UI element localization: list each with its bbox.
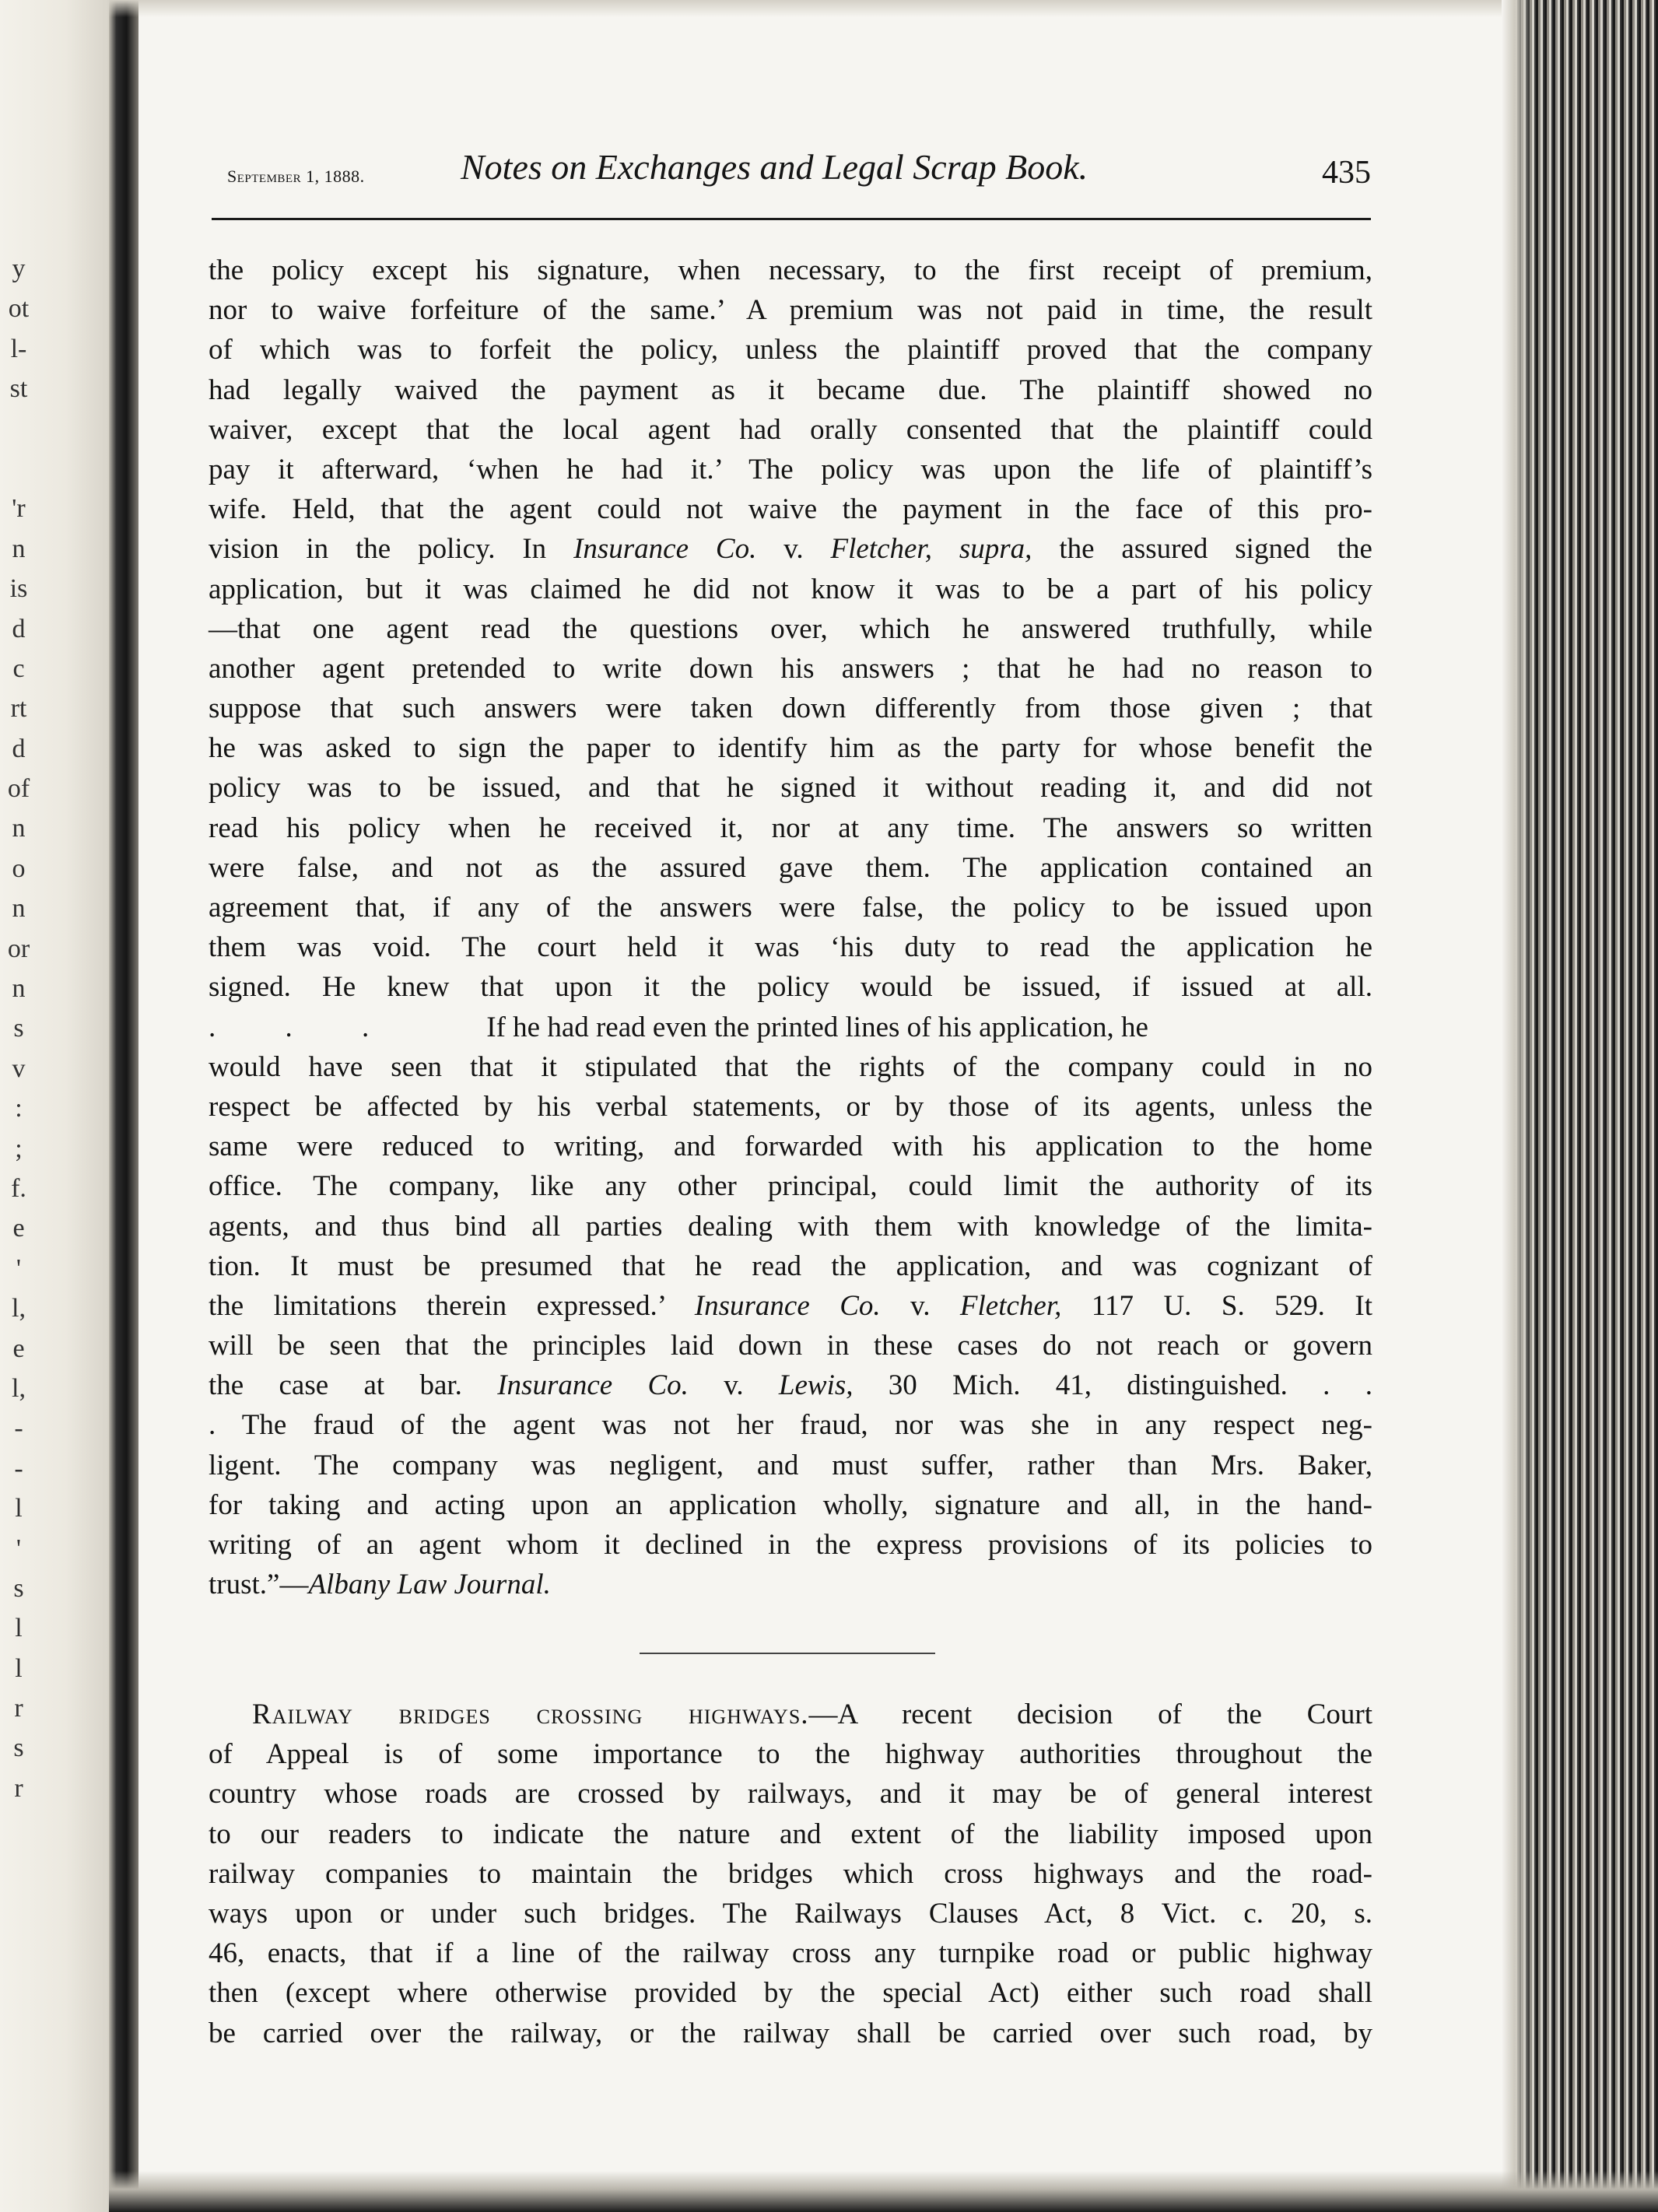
top-edge-shadow: [109, 0, 1658, 17]
text-line: [209, 1047, 1372, 1087]
text-line: [209, 1734, 1372, 1774]
text-line: [209, 1973, 1372, 2013]
line-text: tion. It must be presumed that he read the application, and was cognizant of: [209, 1250, 1372, 1282]
ellipsis-dots: . . .: [209, 1011, 401, 1043]
header-date: September 1, 1888.: [227, 167, 365, 186]
line-text: waiver, except that the local agent had orally consented that the plaintiff could: [209, 413, 1372, 446]
case-name: Albany Law Journal.: [308, 1569, 551, 1601]
margin-fragment: v: [12, 1053, 26, 1083]
text-line: [209, 370, 1372, 410]
article-railway-bridges: [209, 1695, 1372, 2053]
line-text: the case at bar.: [209, 1369, 498, 1402]
text-line: [209, 529, 1372, 569]
line-text: were false, and not as the assured gave them. The application contained an: [209, 851, 1372, 884]
text-line: [209, 1326, 1372, 1365]
text-line: [209, 2014, 1372, 2053]
margin-fragment: e: [12, 1214, 25, 1243]
margin-fragment: d: [12, 614, 26, 643]
text-line: [209, 1854, 1372, 1894]
text-line: [209, 410, 1372, 450]
margin-fragment: r: [14, 1773, 23, 1803]
line-text: country whose roads are crossed by railways, and it may be of general interest: [209, 1778, 1372, 1811]
text-line: [209, 1446, 1372, 1485]
bottom-edge-shadow: [109, 2171, 1658, 2212]
line-text: will be seen that the principles laid down in these cases do not reach or govern: [209, 1330, 1372, 1362]
margin-fragment: n: [12, 894, 26, 924]
text-line: [209, 1127, 1372, 1166]
case-name: Insurance Co.: [694, 1289, 881, 1322]
line-text: wife. Held, that the agent could not waive the payment in the face of this pro-: [209, 493, 1372, 526]
line-text: If he had read even the printed lines of his application, he: [486, 1011, 1148, 1043]
text-line: [209, 649, 1372, 689]
text-line: [209, 1207, 1372, 1246]
text-line: [209, 1565, 1372, 1604]
margin-fragment: l: [15, 1653, 23, 1683]
margin-fragment: [3, 409, 34, 449]
line-text: trust.”—: [209, 1569, 309, 1601]
text-line: [209, 1365, 1372, 1405]
text-line: [209, 251, 1372, 290]
line-text: of Appeal is of some importance to the highway authorities throughout the: [209, 1738, 1372, 1771]
line-text: suppose that such answers were taken down differently from those given ; that: [209, 692, 1372, 725]
facing-page-edge: [0, 0, 109, 2212]
text-line: [209, 1286, 1372, 1326]
line-text: railway companies to maintain the bridges which cross highways and the road-: [209, 1857, 1372, 1890]
text-line: [209, 689, 1372, 728]
margin-fragment: o: [12, 854, 26, 883]
margin-fragment: ot: [8, 294, 30, 324]
margin-fragment: rt: [10, 694, 27, 724]
case-party: Fletcher, supra,: [830, 533, 1032, 566]
margin-fragment: l-: [10, 334, 27, 363]
line-text: signed. He knew that upon it the policy would be issued, if issued at all.: [209, 971, 1372, 1004]
line-text: of which was to forfeit the policy, unless the plaintiff proved that the company: [209, 334, 1372, 366]
margin-fragment: is: [9, 574, 28, 604]
text-line: [209, 1485, 1372, 1525]
running-head: [227, 146, 1371, 201]
margin-fragment: d: [12, 734, 26, 763]
case-versus: v.: [688, 1369, 779, 1402]
case-name: Insurance Co.: [573, 533, 757, 566]
line-text: same were reduced to writing, and forwarded with his application to the home: [209, 1131, 1372, 1163]
case-party: Fletcher,: [959, 1289, 1062, 1322]
line-text: 30 Mich. 41, distinguished. . .: [853, 1369, 1372, 1402]
case-versus: v.: [756, 533, 831, 566]
text-line: [209, 808, 1372, 848]
line-text: agreement that, if any of the answers were false, the policy to be issued upon: [209, 892, 1372, 924]
text-line: [209, 967, 1372, 1007]
margin-fragment: st: [9, 374, 28, 404]
header-rule: [212, 218, 1371, 220]
line-text: he was asked to sign the paper to identify him as the party for whose benefit the: [209, 732, 1372, 765]
case-party: Lewis,: [778, 1369, 854, 1402]
line-text: nor to waive forfeiture of the same.’ A premium was not paid in time, the result: [209, 294, 1372, 327]
text-line: [209, 888, 1372, 927]
margin-fragment: e: [12, 1334, 25, 1363]
margin-fragment: [3, 449, 34, 489]
margin-fragment: -: [14, 1414, 23, 1443]
line-text: pay it afterward, ‘when he had it.’ The policy was upon the life of plaintiff’s: [209, 453, 1372, 486]
margin-fragment: l: [15, 1614, 23, 1643]
line-text: application, but it was claimed he did not know it was to be a part of his policy: [209, 573, 1372, 605]
text-line: [209, 1246, 1372, 1286]
line-text: agents, and thus bind all parties dealing with them with knowledge of the limita-: [209, 1210, 1372, 1243]
line-text: the assured signed the: [1032, 533, 1372, 566]
line-text: another agent pretended to write down his answers ; that he had no reason to: [209, 652, 1372, 685]
margin-fragment: r: [14, 1694, 23, 1723]
article-opening-text: —A recent decision of the Court: [808, 1698, 1372, 1730]
text-line: [209, 1008, 1372, 1047]
line-text: to our readers to indicate the nature and extent of the liability imposed upon: [209, 1818, 1372, 1850]
section-divider: [640, 1653, 935, 1654]
margin-fragment: y: [12, 254, 26, 283]
text-line: [209, 1166, 1372, 1206]
margin-fragment: l,: [12, 1373, 26, 1403]
margin-fragment: of: [7, 774, 30, 804]
text-line: [209, 848, 1372, 888]
line-text: office. The company, like any other principal, could limit the authority of its: [209, 1170, 1372, 1203]
line-text: ligent. The company was negligent, and must suffer, rather than Mrs. Baker,: [209, 1449, 1372, 1481]
case-name: Insurance Co.: [497, 1369, 689, 1402]
margin-fragment: 'r: [12, 494, 26, 524]
article-opening-line: [209, 1695, 1372, 1734]
text-line: [209, 1405, 1372, 1445]
margin-fragment: s: [13, 1014, 24, 1043]
text-line: [209, 330, 1372, 370]
text-line: [209, 489, 1372, 529]
line-text: ways upon or under such bridges. The Railways Clauses Act, 8 Vict. c. 20, s.: [209, 1897, 1372, 1930]
line-text: the policy except his signature, when necessary, to the first receipt of premium,: [209, 254, 1372, 286]
line-text: them was void. The court held it was ‘his duty to read the application he: [209, 931, 1372, 964]
book-gutter: [109, 0, 138, 2212]
line-text: policy was to be issued, and that he signed it without reading it, and did not: [209, 772, 1372, 805]
margin-fragment: or: [7, 934, 30, 963]
text-line: [209, 728, 1372, 768]
text-line: [209, 927, 1372, 967]
line-text: 117 U. S. 529. It: [1061, 1289, 1372, 1322]
article-insurance: [209, 251, 1372, 1604]
line-text: 46, enacts, that if a line of the railway cross any turnpike road or public highway: [209, 1937, 1372, 1970]
text-line: [209, 1933, 1372, 1973]
margin-fragment: l: [15, 1494, 23, 1523]
margin-fragment: ;: [15, 1134, 23, 1163]
text-line: [209, 1894, 1372, 1933]
facing-page-fragments: [3, 249, 34, 1808]
text-line: [209, 290, 1372, 330]
margin-fragment: s: [13, 1573, 24, 1603]
margin-fragment: n: [12, 534, 26, 563]
line-text: for taking and acting upon an application wholly, signature and all, in the hand-: [209, 1488, 1372, 1521]
text-line: [209, 1814, 1372, 1854]
margin-fragment: n: [12, 974, 26, 1004]
text-line: [209, 609, 1372, 649]
margin-fragment: -: [14, 1453, 23, 1483]
text-line: [209, 1774, 1372, 1814]
line-text: writing of an agent whom it declined in the express provisions of its policies to: [209, 1529, 1372, 1561]
line-text: —that one agent read the questions over, which he answered truthfully, while: [209, 612, 1372, 645]
text-line: [209, 1525, 1372, 1565]
line-text: would have seen that it stipulated that the rights of the company could in no: [209, 1050, 1372, 1083]
margin-fragment: n: [12, 814, 26, 843]
text-line: [209, 1087, 1372, 1127]
page-number: 435: [1322, 155, 1371, 191]
margin-fragment: ': [16, 1534, 22, 1563]
line-text: respect be affected by his verbal statements, or by those of its agents, unless the: [209, 1090, 1372, 1123]
case-versus: v.: [880, 1289, 960, 1322]
margin-fragment: ': [16, 1253, 22, 1283]
line-text: be carried over the railway, or the railway shall be carried over such road, by: [209, 2017, 1372, 2049]
line-text: had legally waived the payment as it became due. The plaintiff showed no: [209, 373, 1372, 406]
margin-fragment: f.: [11, 1173, 26, 1203]
text-line: [209, 570, 1372, 609]
page-stack-edge: [1502, 0, 1658, 2212]
margin-fragment: s: [13, 1733, 24, 1763]
line-text: then (except where otherwise provided by the special Act) either such road shall: [209, 1977, 1372, 2010]
margin-fragment: :: [15, 1094, 23, 1124]
text-line: [209, 450, 1372, 489]
margin-fragment: l,: [12, 1294, 26, 1323]
header-title: Notes on Exchanges and Legal Scrap Book.: [461, 147, 1088, 187]
article-heading: Railway bridges crossing highways.: [252, 1698, 809, 1730]
line-text: the limitations therein expressed.’: [209, 1289, 695, 1322]
line-text: vision in the policy. In: [209, 533, 574, 566]
line-text: . The fraud of the agent was not her fraud, nor was she in any respect neg-: [209, 1409, 1372, 1442]
line-text: read his policy when he received it, nor at any time. The answers so written: [209, 812, 1372, 844]
text-line: [209, 768, 1372, 808]
margin-fragment: c: [12, 654, 25, 683]
